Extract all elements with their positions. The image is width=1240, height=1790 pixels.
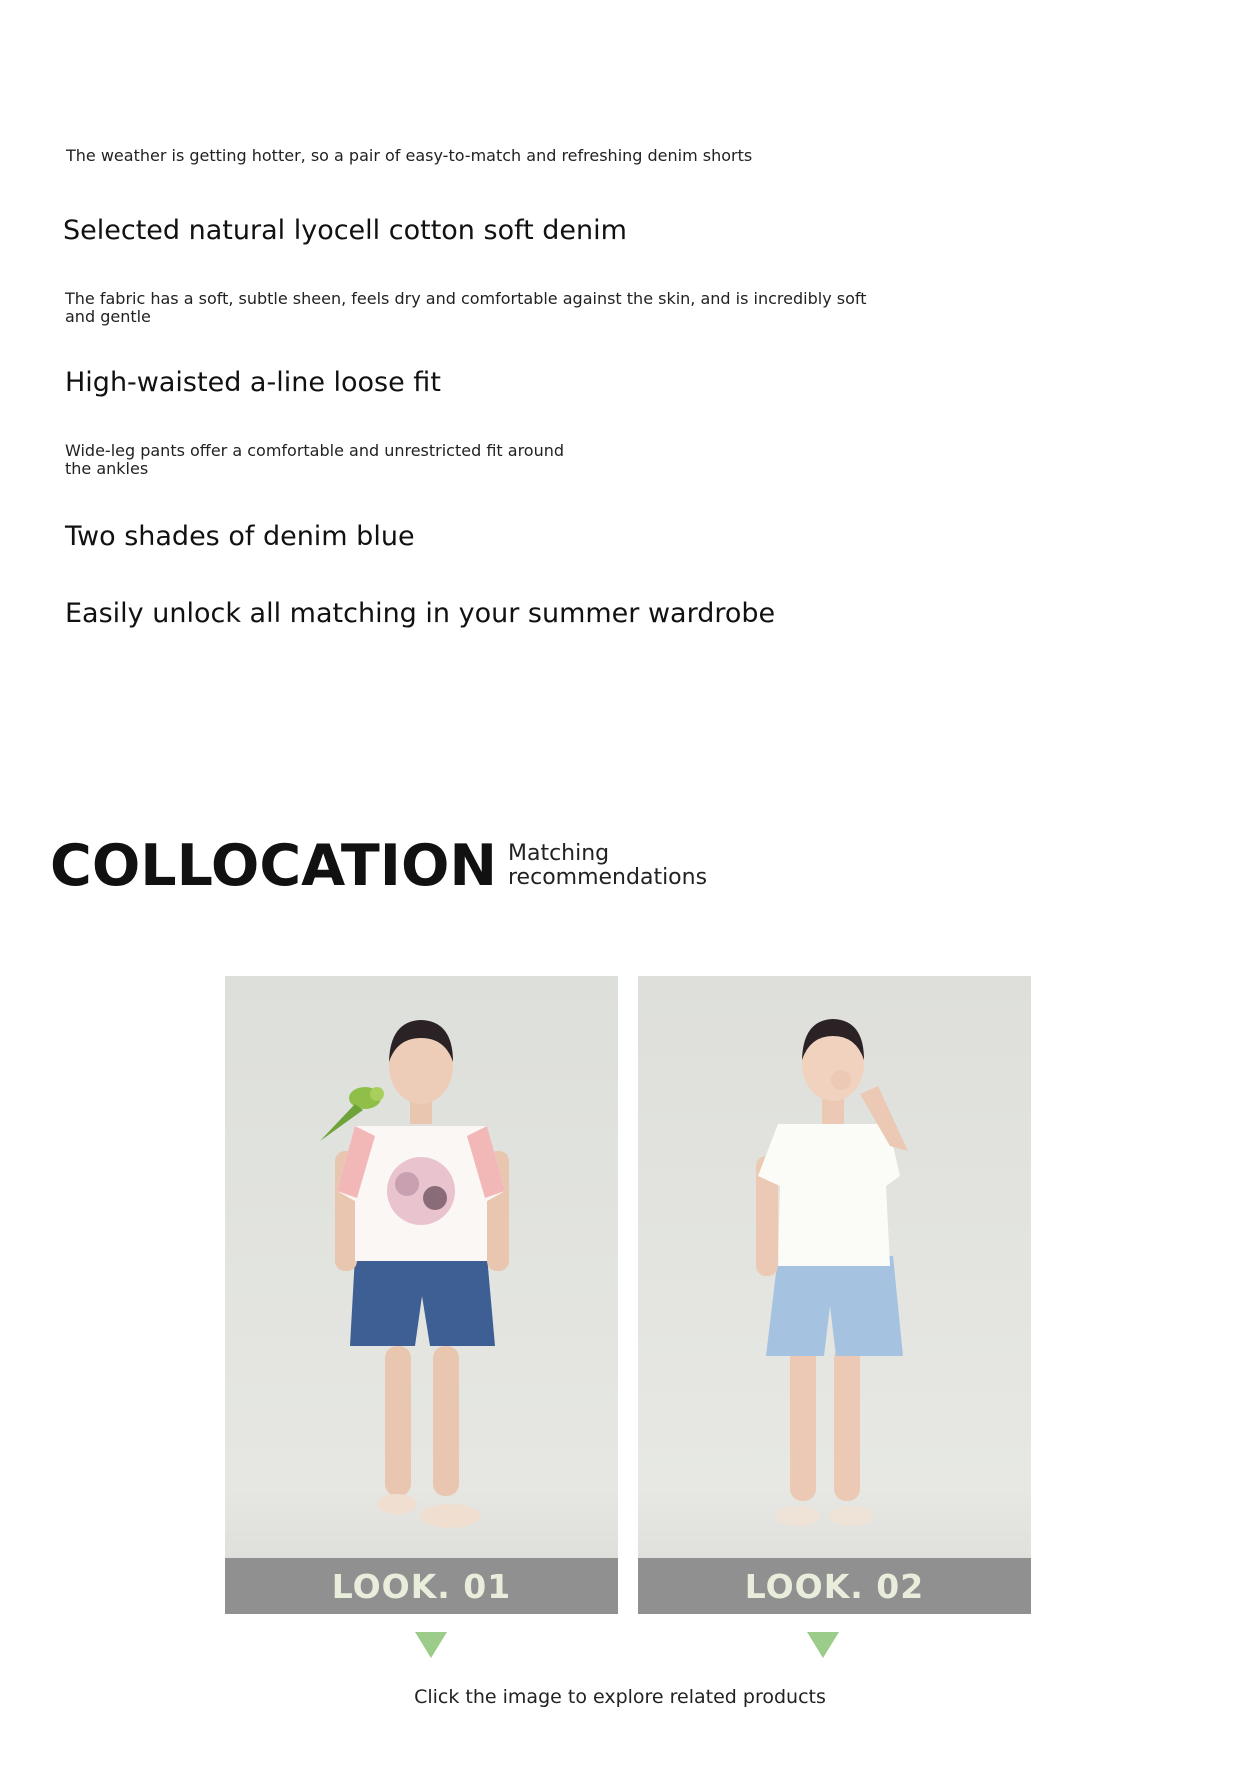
intro-line-1: The weather is getting hotter, so a pair of easy-to-match and refreshing denim shorts (66, 146, 753, 165)
look-02-label: LOOK. 02 (744, 1566, 925, 1606)
look-02-card[interactable] (638, 976, 1031, 1614)
look-01-band (225, 1558, 618, 1614)
look-01-label: LOOK. 01 (331, 1566, 512, 1606)
explore-products-hint: Click the image to explore related products (414, 1686, 826, 1708)
look-02-arrow-icon (807, 1632, 839, 1658)
look-01-photo (225, 976, 618, 1614)
collocation-title: COLLOCATION (50, 833, 498, 899)
collocation-subtitle-2: recommendations (508, 865, 708, 890)
intro-line-3: Wide-leg pants offer a comfortable and unrestricted fit around the ankles (65, 441, 565, 478)
look-01-arrow-icon (415, 1632, 447, 1658)
heading-lyocell: Selected natural lyocell cotton soft denim (63, 215, 627, 246)
collocation-subtitle-1: Matching (508, 841, 610, 866)
look-02-shorts (766, 1256, 903, 1356)
intro-line-2: The fabric has a soft, subtle sheen, feels dry and comfortable against the skin, and is incredibly soft and gentle (65, 289, 867, 326)
look-02-photo (638, 976, 1031, 1614)
heading-wardrobe: Easily unlock all matching in your summer wardrobe (65, 598, 776, 629)
heading-fit: High-waisted a-line loose fit (65, 367, 441, 398)
heading-shades: Two shades of denim blue (65, 521, 415, 552)
look-02-band (638, 1558, 1031, 1614)
look-01-card[interactable] (225, 976, 618, 1614)
